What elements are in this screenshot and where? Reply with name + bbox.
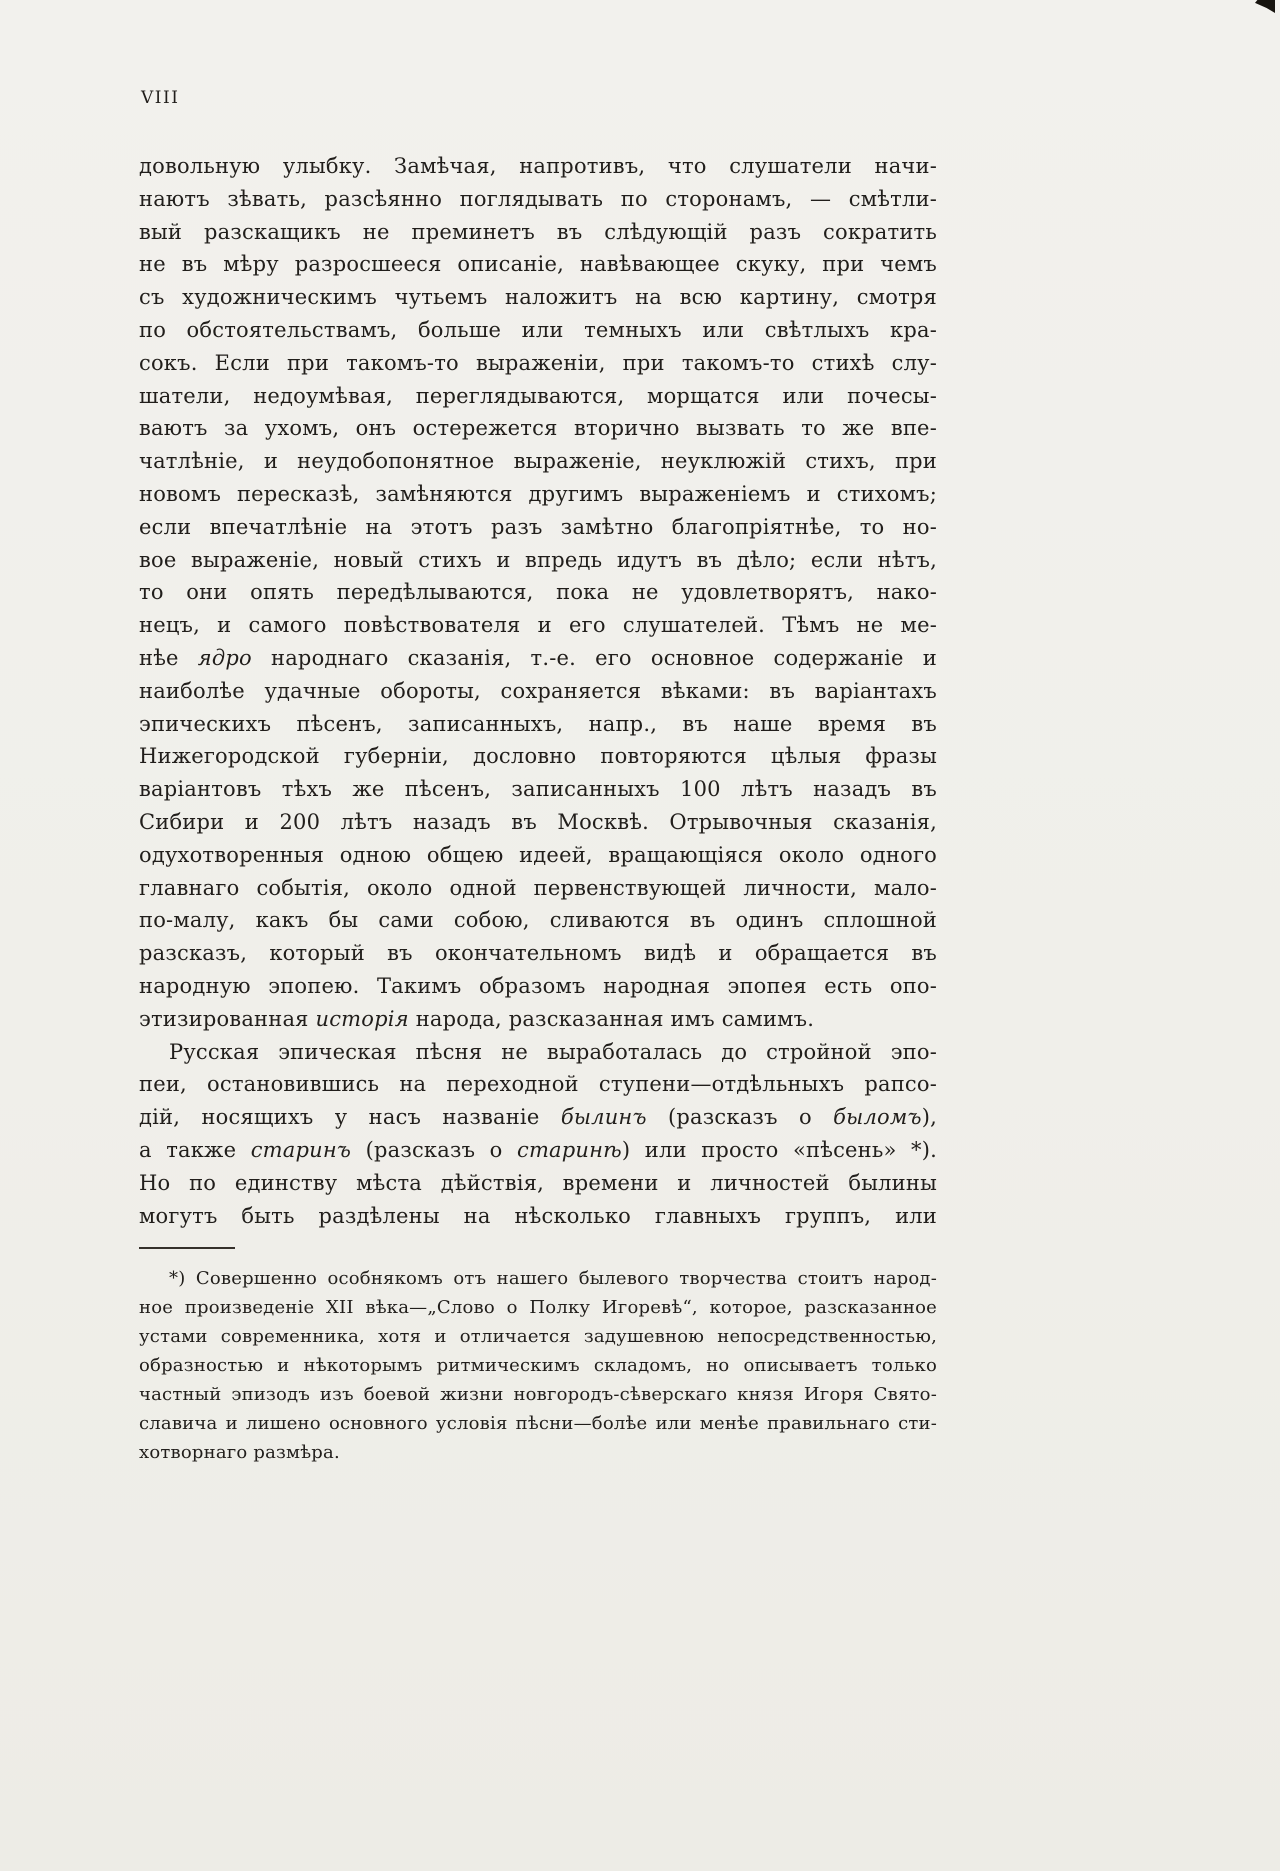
body-text-line: чатлѣніе, и неудобопонятное выраженіе, неуклюжій стихъ, при (139, 449, 937, 474)
footnote-text-line: частный эпизодъ изъ боевой жизни новгородъ-сѣверскаго князя Игоря Свято- (139, 1384, 937, 1405)
body-text-line: шатели, недоумѣвая, переглядываются, морщатся или почесы- (139, 383, 937, 408)
footnote-text (139, 1264, 937, 1467)
body-text-line: вое выраженіе, новый стихъ и впредь идутъ въ дѣло; если нѣтъ, (139, 547, 937, 572)
body-text-line: вый разскащикъ не преминетъ въ слѣдующій разъ сократить (139, 219, 937, 244)
body-text-line: то они опять передѣлываются, пока не удовлетворятъ, нако- (139, 580, 937, 605)
italic-term: старинъ (250, 1137, 352, 1162)
footnote-text-line: славича и лишено основного условія пѣсни—болѣе или менѣе правильнаго сти- (139, 1413, 937, 1434)
body-text-line: дій, носящихъ у насъ названіе былинъ (разсказъ о быломъ), (139, 1105, 937, 1130)
body-text-line: этизированная исторія народа, разсказанная имъ самимъ. (139, 1006, 815, 1031)
body-text-line: съ художническимъ чутьемъ наложитъ на всю картину, смотря (139, 285, 937, 310)
body-text-line: если впечатлѣніе на этотъ разъ замѣтно благопріятнѣе, то но- (139, 514, 937, 539)
body-text-line: Нижегородской губерніи, дословно повторяются цѣлыя фразы (139, 744, 937, 769)
body-text-line: могутъ быть раздѣлены на нѣсколько главныхъ группъ, или (139, 1203, 937, 1228)
body-text-line: Русская эпическая пѣсня не выработалась до стройной эпо- (169, 1039, 937, 1064)
body-text-line: а также старинъ (разсказъ о старинѣ) или просто «пѣсень» *). (139, 1137, 937, 1162)
body-text-line: по обстоятельствамъ, больше или темныхъ или свѣтлыхъ кра- (139, 317, 937, 342)
body-text-line: наиболѣе удачные обороты, сохраняется вѣками: въ варіантахъ (139, 678, 937, 703)
body-text-line: варіантовъ тѣхъ же пѣсенъ, записанныхъ 100 лѣтъ назадъ въ (139, 777, 937, 802)
footnote-text-line: хотворнаго размѣра. (139, 1442, 340, 1463)
body-text-line: новомъ пересказѣ, замѣняются другимъ выраженіемъ и стихомъ; (139, 481, 937, 506)
body-text-line: не въ мѣру разросшееся описаніе, навѣвающее скуку, при чемъ (139, 252, 937, 277)
footnote-text-line: *) Совершенно особнякомъ отъ нашего былевого творчества стоитъ народ- (169, 1268, 937, 1289)
italic-term: быломъ (833, 1105, 922, 1130)
body-text-line: нецъ, и самого повѣствователя и его слушателей. Тѣмъ не ме- (139, 613, 937, 638)
italic-term: былинъ (560, 1105, 647, 1130)
body-text-line: главнаго событія, около одной первенствующей личности, мало- (139, 875, 937, 900)
body-text-line: довольную улыбку. Замѣчая, напротивъ, что слушатели начи- (139, 154, 937, 178)
body-text-line: по-малу, какъ бы сами собою, сливаются въ одинъ сплошной (139, 908, 937, 933)
body-text-line: народную эпопею. Такимъ образомъ народная эпопея есть опо- (139, 973, 937, 998)
footnote-text-line: устами современника, хотя и отличается задушевною непосредственностью, (139, 1326, 937, 1347)
body-text-line: Сибири и 200 лѣтъ назадъ въ Москвѣ. Отрывочныя сказанія, (139, 809, 937, 834)
italic-term: ядро (197, 645, 252, 670)
body-text-line: нѣе ядро народнаго сказанія, т.-е. его основное содержаніе и (139, 645, 937, 670)
page-number: VIII (141, 88, 180, 108)
footnote-text-line: образностью и нѣкоторымъ ритмическимъ складомъ, но описываетъ только (139, 1355, 937, 1376)
body-text-line: сокъ. Если при такомъ-то выраженіи, при такомъ-то стихѣ слу- (139, 350, 937, 375)
footnote-separator-rule (139, 1247, 235, 1249)
body-text-line: одухотворенныя одною общею идеей, вращающіяся около одного (139, 842, 937, 867)
italic-term: старинѣ (516, 1137, 622, 1162)
scan-corner-artifact (1255, 0, 1275, 13)
footnote-text-line: ное произведеніе XII вѣка—„Слово о Полку Игоревѣ“, которое, разсказанное (139, 1297, 937, 1318)
italic-term: исторія (315, 1006, 409, 1031)
body-text-line: разсказъ, который въ окончательномъ видѣ и обращается въ (139, 941, 937, 966)
body-text-line: наютъ зѣвать, разсѣянно поглядывать по сторонамъ, — смѣтли- (139, 186, 937, 211)
body-text-line: Но по единству мѣста дѣйствія, времени и личностей былины (139, 1170, 937, 1195)
body-text-line: пеи, остановившись на переходной ступени—отдѣльныхъ рапсо- (139, 1072, 937, 1097)
body-text-line: ваютъ за ухомъ, онъ остережется вторично вызвать то же впе- (139, 416, 937, 441)
body-text-line: эпическихъ пѣсенъ, записанныхъ, напр., въ наше время въ (139, 711, 937, 736)
body-text (139, 150, 937, 1232)
